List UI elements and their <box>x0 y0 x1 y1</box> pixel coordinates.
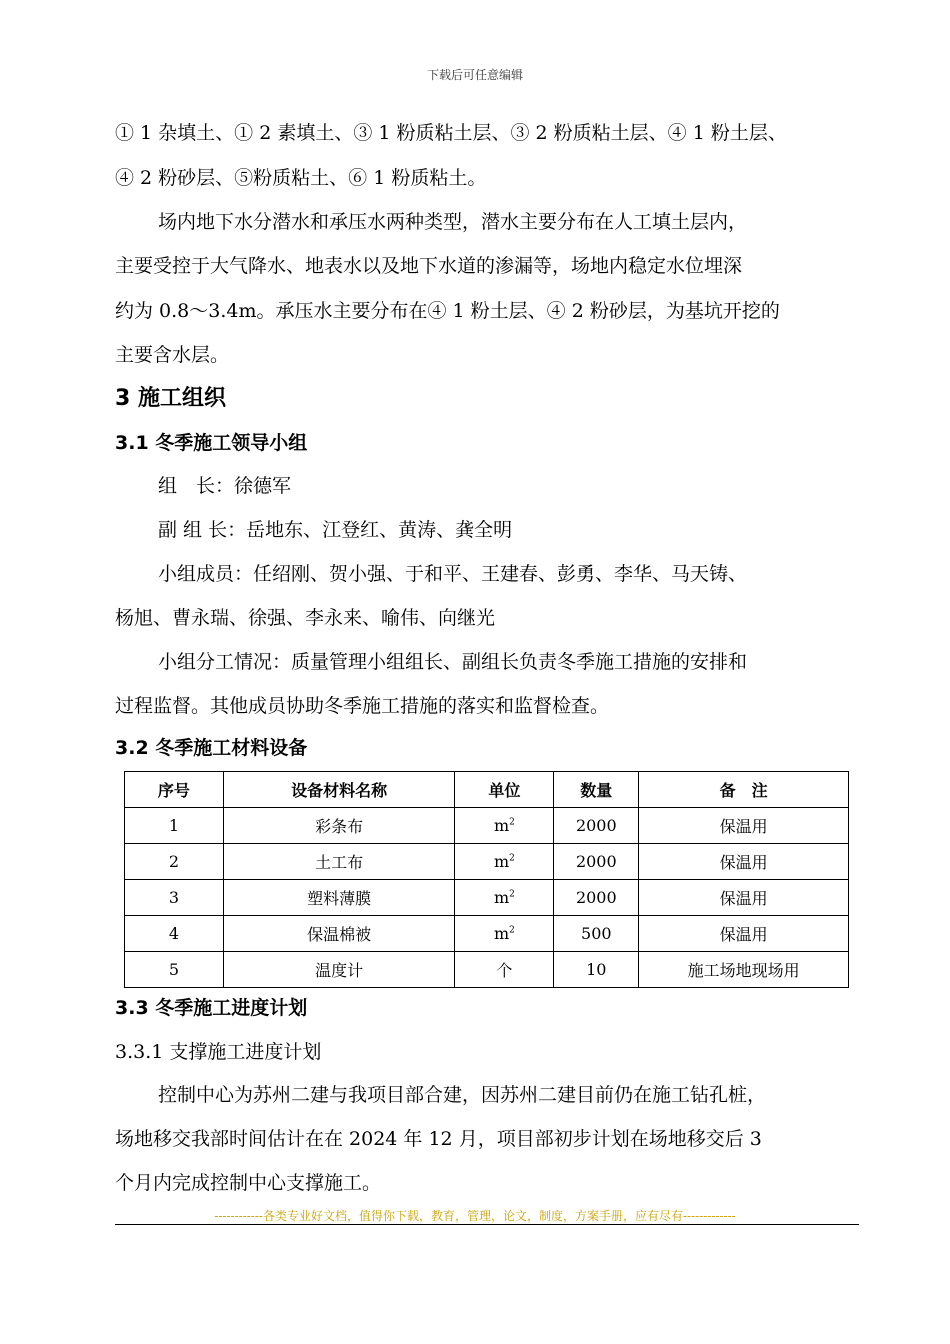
division-line: 过程监督。其他成员协助冬季施工措施的落实和监督检查。 <box>115 695 610 717</box>
cell-qty: 10 <box>554 952 639 988</box>
subsection-heading: 3.3 冬季施工进度计划 <box>115 997 308 1019</box>
cell-name: 温度计 <box>223 952 455 988</box>
cell-unit: 个 <box>455 952 554 988</box>
cell-name: 彩条布 <box>223 808 455 844</box>
cell-note: 保温用 <box>639 844 849 880</box>
cell-qty: 500 <box>554 916 639 952</box>
subsection-heading: 3.2 冬季施工材料设备 <box>115 737 308 759</box>
sub-subsection-heading: 3.3.1 支撑施工进度计划 <box>115 1041 322 1063</box>
members-line: 小组成员：任绍刚、贺小强、于和平、王建春、彭勇、李华、马天铸、 <box>158 563 748 585</box>
cell-name: 土工布 <box>223 844 455 880</box>
cell-note: 保温用 <box>639 808 849 844</box>
cell-qty: 2000 <box>554 808 639 844</box>
table-row <box>125 808 849 844</box>
cell-name: 塑料薄膜 <box>223 880 455 916</box>
leader-line: 组 长：徐德军 <box>158 475 292 497</box>
subsection-heading: 3.1 冬季施工领导小组 <box>115 432 308 454</box>
page-header: 下载后可任意编辑 <box>426 68 523 82</box>
paragraph-line: 主要含水层。 <box>115 344 230 366</box>
cell-name: 保温棉被 <box>223 916 455 952</box>
cell-no: 5 <box>125 952 224 988</box>
paragraph-line: 个月内完成控制中心支撑施工。 <box>115 1172 382 1194</box>
page-footer: ------------各类专业好文档，值得你下载，教育，管理，论文，制度，方案手册，应有尽有------------- <box>214 1209 736 1223</box>
paragraph-line: 场内地下水分潜水和承压水两种类型，潜水主要分布在人工填土层内， <box>158 211 748 233</box>
table-row <box>125 916 849 952</box>
materials-table <box>124 771 849 988</box>
paragraph-line: 主要受控于大气降水、地表水以及地下水道的渗漏等，场地内稳定水位埋深 <box>115 255 743 277</box>
cell-unit: $m^2$ <box>455 916 554 952</box>
paragraph-line: 场地移交我部时间估计在在 2024 年 12 月，项目部初步计划在场地移交后 3 <box>115 1128 762 1150</box>
header-cell: 设备材料名称 <box>223 772 455 808</box>
cell-qty: 2000 <box>554 880 639 916</box>
cell-unit: $m^2$ <box>455 880 554 916</box>
paragraph-line: ④ 2 粉砂层、⑤粉质粘土、⑥ 1 粉质粘土。 <box>115 167 487 189</box>
cell-unit: $m^2$ <box>455 808 554 844</box>
cell-note: 保温用 <box>639 880 849 916</box>
header-cell: 数量 <box>554 772 639 808</box>
table-row <box>125 952 849 988</box>
cell-no: 3 <box>125 880 224 916</box>
header-cell: 备 注 <box>639 772 849 808</box>
cell-note: 保温用 <box>639 916 849 952</box>
paragraph-line: 约为 0.8～3.4m。承压水主要分布在④ 1 粉土层、④ 2 粉砂层，为基坑开挖的 <box>115 300 780 322</box>
paragraph-line: ① 1 杂填土、① 2 素填土、③ 1 粉质粘土层、③ 2 粉质粘土层、④ 1 粉土层、 <box>115 122 787 144</box>
cell-unit: $m^2$ <box>455 844 554 880</box>
section-heading: 3 施工组织 <box>115 386 226 411</box>
header-cell: 单位 <box>455 772 554 808</box>
deputy-line: 副 组 长：岳地东、江登红、黄涛、龚全明 <box>158 519 513 541</box>
cell-qty: 2000 <box>554 844 639 880</box>
table-header-row <box>125 772 849 808</box>
footer-rule <box>115 1224 859 1225</box>
cell-no: 1 <box>125 808 224 844</box>
table-row <box>125 880 849 916</box>
table-row <box>125 844 849 880</box>
members-line: 杨旭、曹永瑞、徐强、李永来、喻伟、向继光 <box>115 607 496 629</box>
division-line: 小组分工情况：质量管理小组组长、副组长负责冬季施工措施的安排和 <box>158 651 748 673</box>
header-cell: 序号 <box>125 772 224 808</box>
paragraph-line: 控制中心为苏州二建与我项目部合建，因苏州二建目前仍在施工钻孔桩， <box>158 1084 767 1106</box>
cell-no: 2 <box>125 844 224 880</box>
cell-no: 4 <box>125 916 224 952</box>
cell-note: 施工场地现场用 <box>639 952 849 988</box>
